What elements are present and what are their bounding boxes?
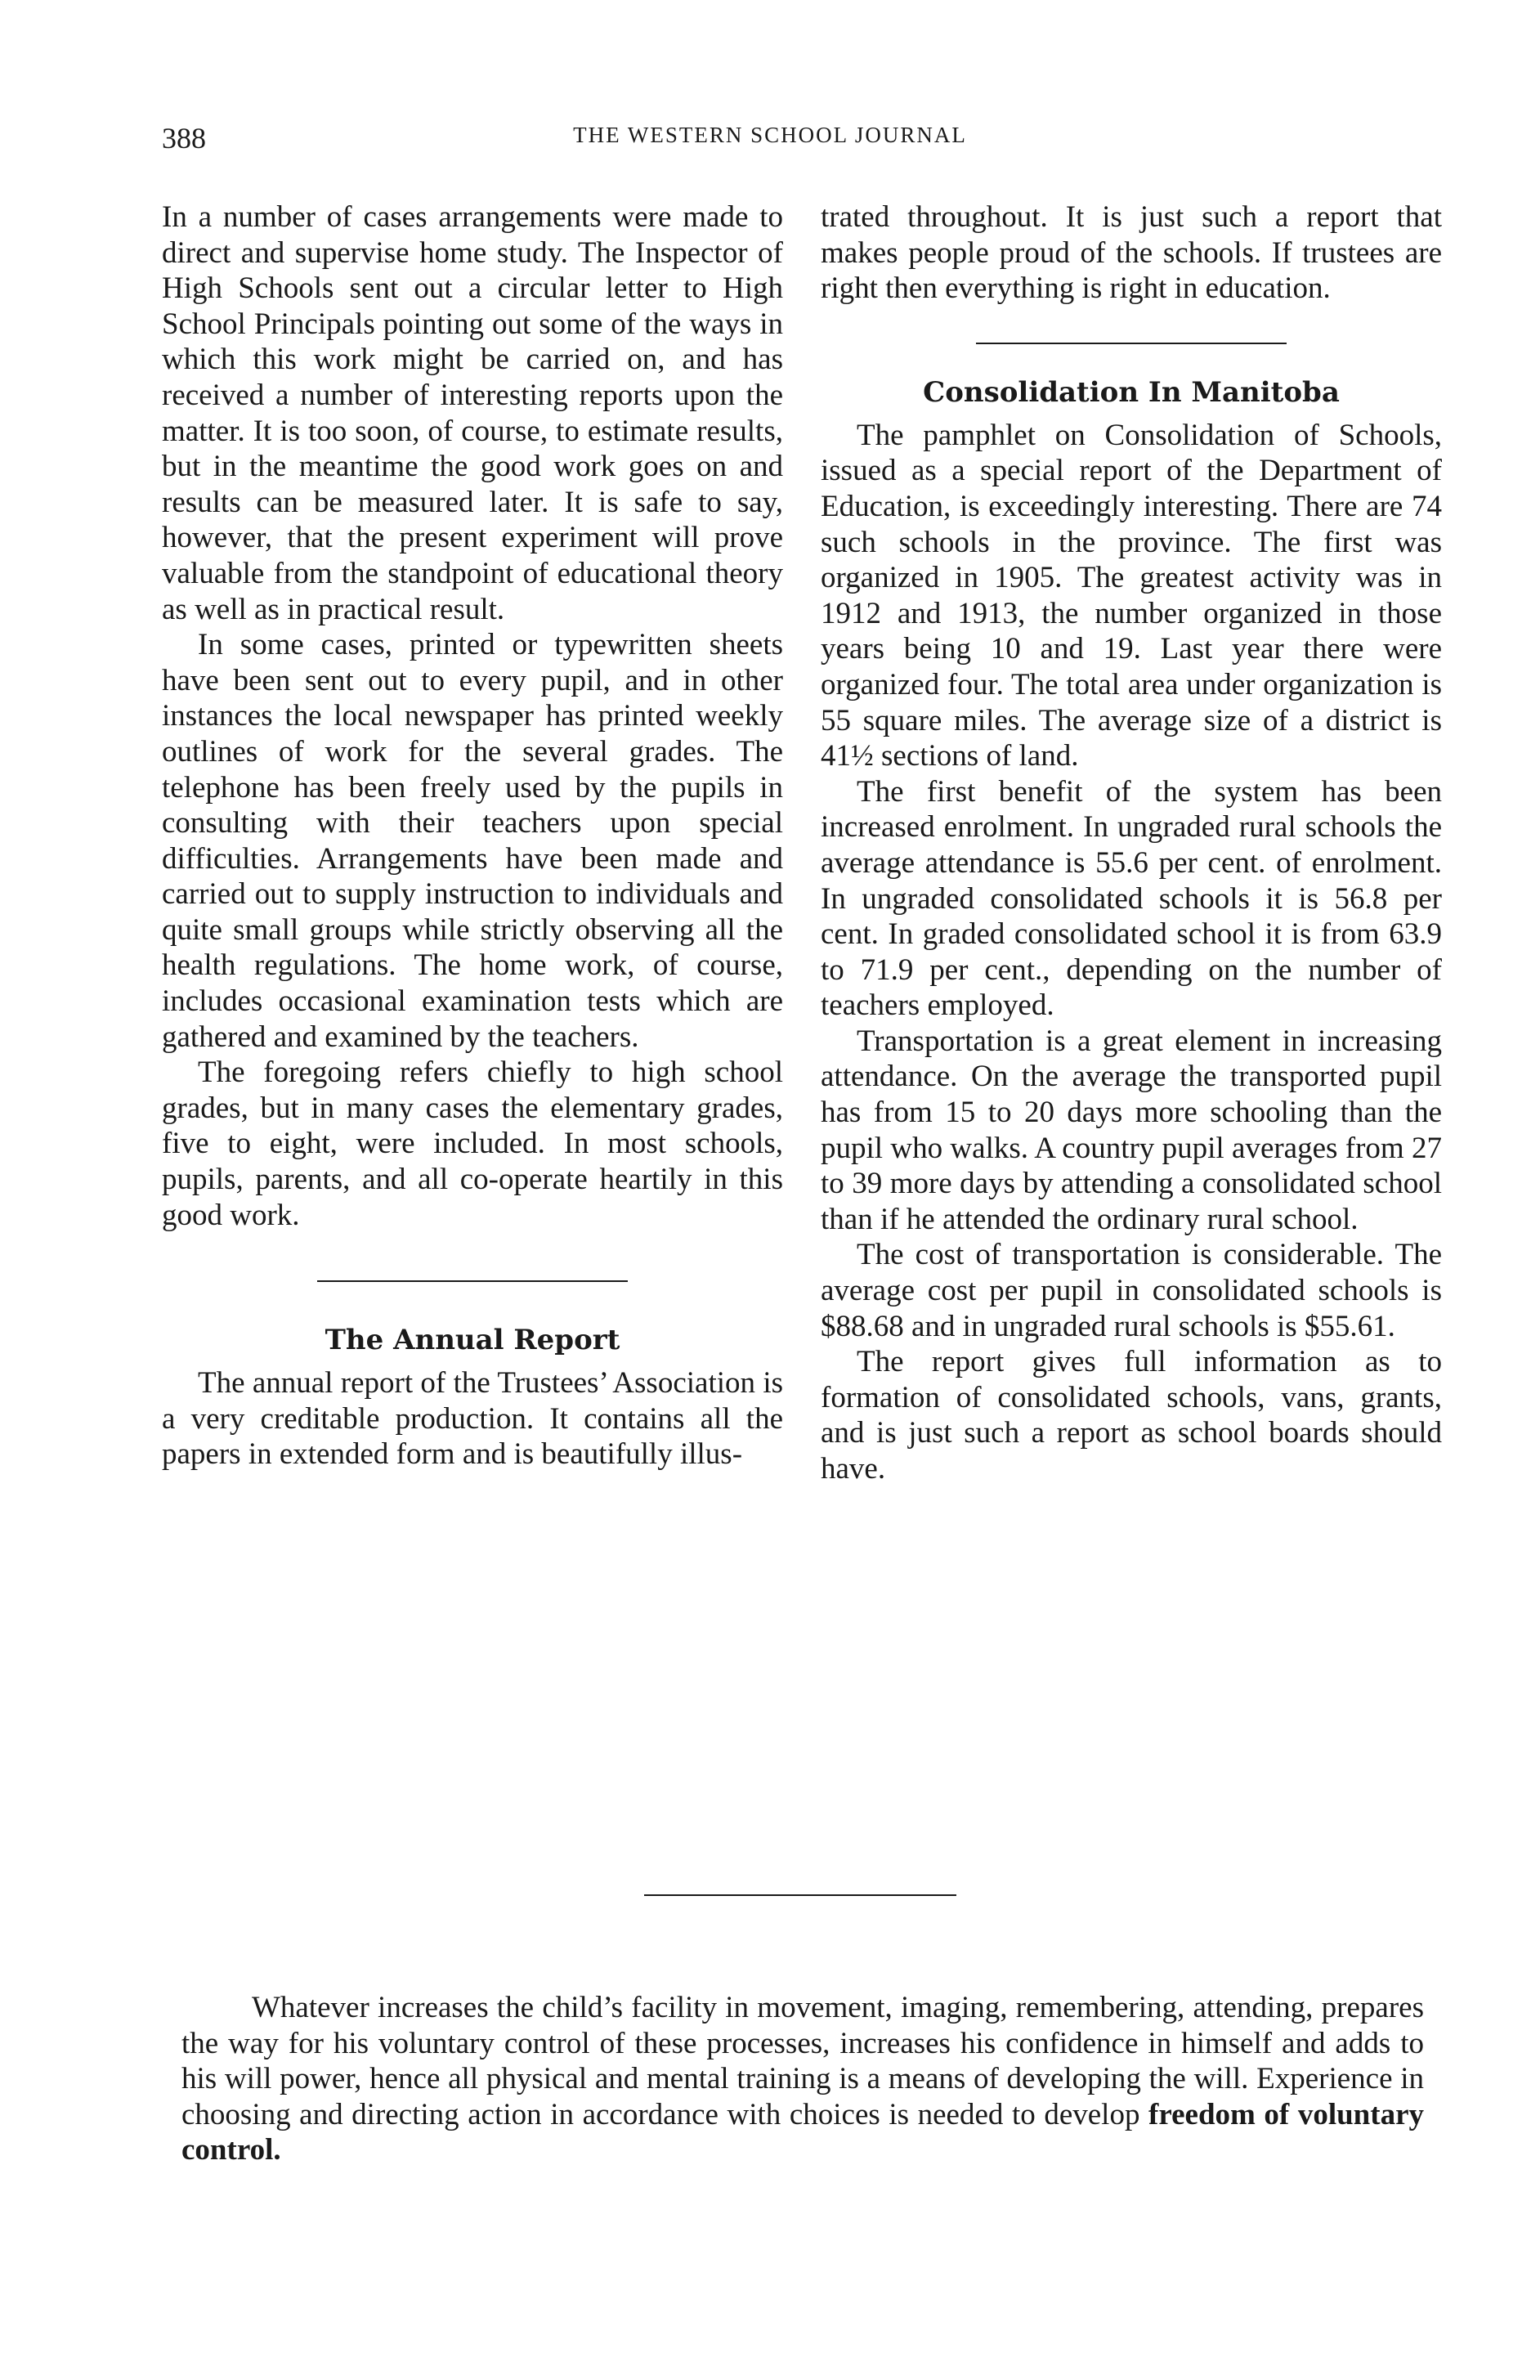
consolidation-paragraph-2: The first benefit of the system has been increased enrolment. In ungraded rural schools the average attendance is 55.6 per cent. of enrolment. In ungraded consolidated schools it is 56.8 per cent. In graded consolidated school it is from 63.9 to 71.9 per cent., depending on the number of teachers employed.	[821, 774, 1442, 1023]
consolidation-paragraph-1: The pamphlet on Consolidation of Schools, issued as a special report of the Department of Education, is exceedingly interesting. There are 74 such schools in the province. The first was organized in 1905. The greatest activity was in 1912 and 1913, the number organized in those years being 10 and 19. Last year there were organized four. The total area under organization is 55 square miles. The average size of a district is 41½ sections of land.	[821, 418, 1442, 773]
annual-report-paragraph-part-1: The annual report of the Trustees’ Association is a very creditable production. It contains all the papers in extended form and is beautifully illus-	[162, 1366, 783, 1472]
bottom-divider	[644, 1894, 956, 1896]
closing-quote-text: Whatever increases the child’s facility in movement, imaging, remembering, attending, prepares the way for his voluntary control of these processes, increases his confidence in himself and adds to his will power, hence all physical and mental training is a means of developing the will. Experience in choosing and directing action in accordance with choices is needed to develop	[181, 1991, 1424, 2131]
closing-quote-bold-tail: freedom of voluntary control.	[181, 2097, 1424, 2167]
consolidation-heading: Consolidation In Manitoba	[923, 375, 1340, 409]
page-number: 388	[162, 122, 206, 155]
closing-quote	[181, 1990, 1424, 2168]
annual-report-heading: The Annual Report	[325, 1324, 620, 1357]
right-column	[821, 199, 1442, 1487]
home-study-paragraph-1: In a number of cases arrangements were made to direct and supervise home study. The Inspector of High Schools sent out a circular letter to High School Principals pointing out some of the ways in which this work might be carried on, and has received a number of interesting reports upon the matter. It is too soon, of course, to estimate results, but in the meantime the good work goes on and results can be measured later. It is safe to say, however, that the present experiment will prove valuable from the standpoint of educational theory as well as in practical result.	[162, 200, 783, 626]
home-study-paragraph-2: In some cases, printed or typewritten sheets have been sent out to every pupil, and in other instances the local newspaper has printed weekly outlines of work for the several grades. The telephone has been freely used by the pupils in consulting with their teachers upon special difficulties. Arrangements have been made and carried out to supply instruction to individuals and quite small groups while strictly observing all the health regulations. The home work, of course, includes occasional examination tests which are gathered and examined by the teachers.	[162, 628, 783, 1054]
section-divider	[317, 1280, 628, 1282]
annual-report-paragraph-part-2: trated throughout. It is just such a report that makes people proud of the schools. If trustees are right then everything is right in education.	[821, 200, 1442, 306]
section-divider	[976, 343, 1287, 344]
consolidation-paragraph-4: The cost of transportation is considerable. The average cost per pupil in consolidated schools is $88.68 and in ungraded rural schools is $55.61.	[821, 1238, 1442, 1343]
home-study-paragraph-3: The foregoing refers chiefly to high school grades, but in many cases the elementary grades, five to eight, were included. In most schools, pupils, parents, and all co-operate heartily in this good work.	[162, 1056, 783, 1232]
left-column	[162, 199, 783, 1472]
running-head: THE WESTERN SCHOOL JOURNAL	[573, 123, 967, 147]
consolidation-paragraph-5: The report gives full information as to formation of consolidated schools, vans, grants, and is just such a report as school boards should have.	[821, 1345, 1442, 1486]
consolidation-paragraph-3: Transportation is a great element in increasing attendance. On the average the transported pupil has from 15 to 20 days more schooling than the pupil who walks. A country pupil averages from 27 to 39 more days by attending a consolidated school than if he attended the ordinary rural school.	[821, 1024, 1442, 1236]
